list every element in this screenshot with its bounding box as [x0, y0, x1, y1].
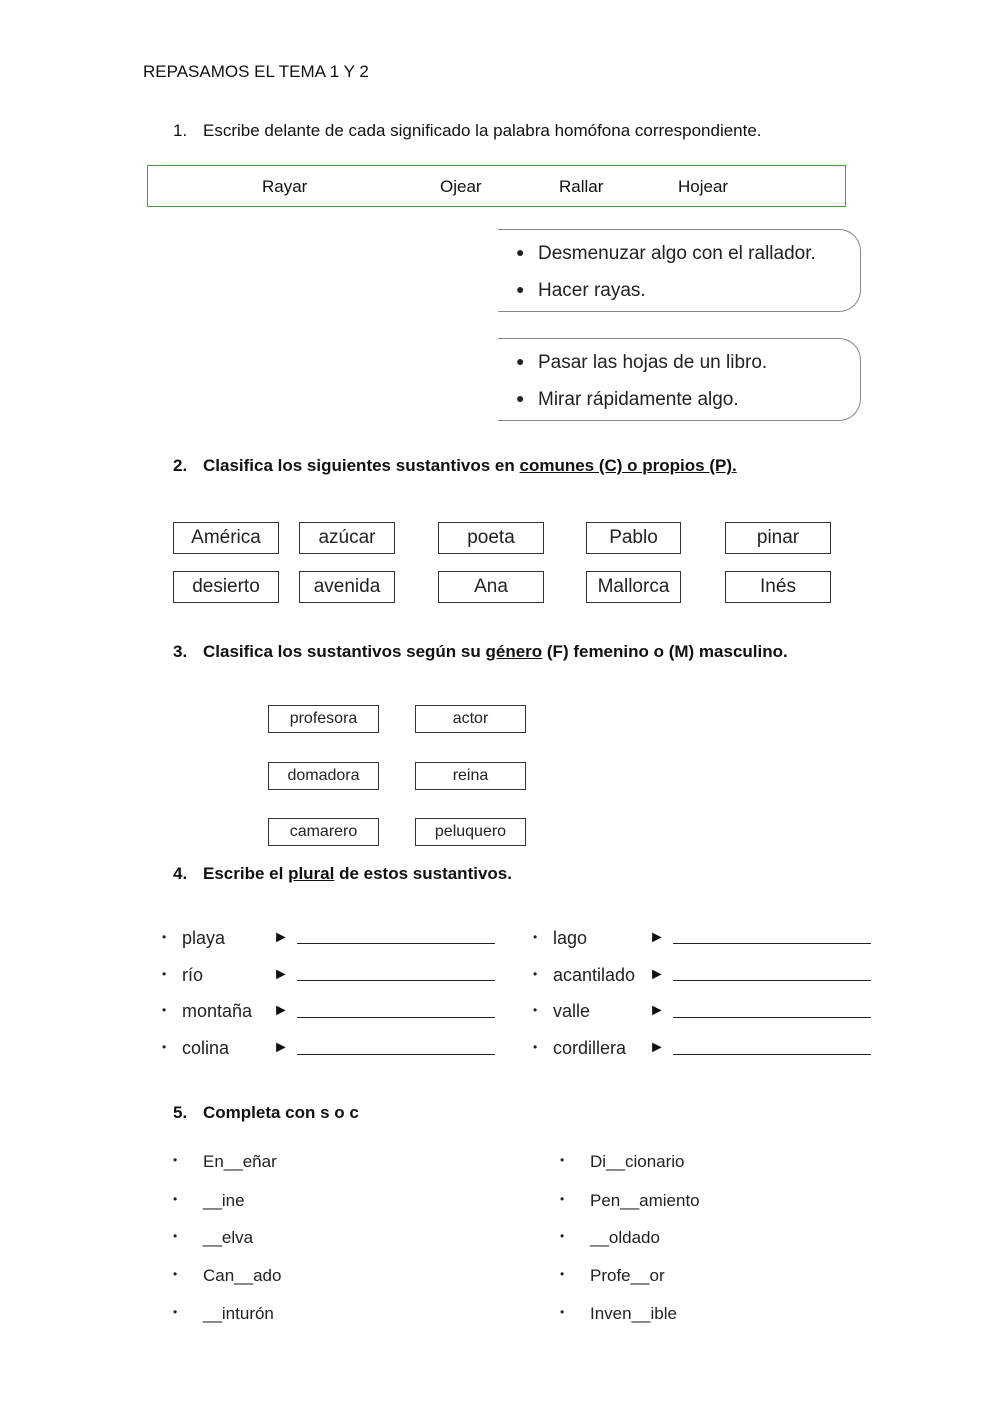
bullet-icon: ●: [516, 281, 525, 297]
arrow-right-icon: ►: [649, 1039, 665, 1056]
definition-text: Hacer rayas.: [538, 280, 646, 301]
worksheet-title: REPASAMOS EL TEMA 1 Y 2: [143, 62, 369, 81]
bullet-icon: •: [533, 930, 538, 944]
bullet-icon: •: [560, 1192, 565, 1206]
word-bank-item[interactable]: Hojear: [678, 177, 729, 196]
question-2-number: 2.: [173, 456, 188, 475]
fill-in-item[interactable]: [173, 1266, 281, 1286]
question-5-number: 5.: [173, 1103, 188, 1122]
arrow-right-icon: ►: [273, 966, 289, 983]
question-3-text-end: (F) femenino o (M) masculino.: [542, 642, 788, 661]
gender-noun-box[interactable]: camarero: [268, 818, 379, 846]
fill-in-item[interactable]: [560, 1228, 660, 1248]
noun-box[interactable]: poeta: [438, 522, 544, 554]
noun-box[interactable]: América: [173, 522, 279, 554]
answer-line[interactable]: [673, 943, 871, 944]
fill-in-item[interactable]: [560, 1266, 665, 1286]
gender-noun-box[interactable]: actor: [415, 705, 526, 733]
fill-in-word: Pen__amiento: [590, 1191, 700, 1210]
plural-row: [533, 965, 635, 986]
noun-box[interactable]: desierto: [173, 571, 279, 603]
plural-word: acantilado: [553, 965, 636, 985]
gender-noun-box[interactable]: profesora: [268, 705, 379, 733]
word-bank-item[interactable]: Rallar: [559, 177, 604, 196]
answer-line[interactable]: [297, 1054, 495, 1055]
fill-in-word: Inven__ible: [590, 1304, 677, 1323]
plural-word: cordillera: [553, 1038, 627, 1058]
bullet-icon: •: [162, 967, 167, 981]
plural-row: [162, 965, 203, 986]
plural-word: lago: [553, 928, 588, 948]
bullet-icon: •: [173, 1305, 178, 1319]
definition-item: [516, 384, 860, 421]
definition-text: Mirar rápidamente algo.: [538, 389, 739, 410]
question-1-text: Escribe delante de cada significado la palabra homófona correspondiente.: [203, 121, 762, 140]
fill-in-word: Profe__or: [590, 1266, 665, 1285]
bullet-icon: •: [162, 1003, 167, 1017]
question-3: [173, 642, 788, 662]
fill-in-item[interactable]: [173, 1228, 253, 1248]
bullet-icon: •: [162, 930, 167, 944]
arrow-right-icon: ►: [649, 966, 665, 983]
question-5-text: Completa con s o c: [203, 1103, 359, 1122]
question-4-text: Escribe el: [203, 864, 289, 883]
answer-line[interactable]: [673, 980, 871, 981]
question-2: [173, 456, 737, 476]
arrow-right-icon: ►: [273, 1002, 289, 1019]
plural-row: [533, 1038, 626, 1059]
plural-word: playa: [182, 928, 226, 948]
bullet-icon: •: [533, 1040, 538, 1054]
bullet-icon: •: [533, 1003, 538, 1017]
homophone-word-bank: [147, 165, 846, 207]
gender-noun-box[interactable]: domadora: [268, 762, 379, 790]
bullet-icon: •: [560, 1229, 565, 1243]
plural-row: [162, 1001, 252, 1022]
arrow-right-icon: ►: [649, 929, 665, 946]
definition-item: [516, 238, 860, 275]
bullet-icon: ●: [516, 390, 525, 406]
plural-word: valle: [553, 1001, 591, 1021]
bullet-icon: •: [162, 1040, 167, 1054]
word-bank-item[interactable]: Rayar: [262, 177, 308, 196]
question-5: [173, 1103, 359, 1123]
definition-text: Pasar las hojas de un libro.: [538, 352, 768, 373]
noun-box[interactable]: Pablo: [586, 522, 681, 554]
bullet-icon: •: [173, 1153, 178, 1167]
fill-in-item[interactable]: [173, 1152, 277, 1172]
fill-in-word: Can__ado: [203, 1266, 282, 1285]
noun-box[interactable]: avenida: [299, 571, 395, 603]
plural-word: colina: [182, 1038, 230, 1058]
definition-box-b: [498, 338, 861, 421]
noun-box[interactable]: Inés: [725, 571, 831, 603]
question-2-underlined: comunes (C) o propios (P).: [519, 456, 737, 475]
bullet-icon: ●: [516, 353, 525, 369]
fill-in-item[interactable]: [560, 1152, 685, 1172]
bullet-icon: •: [173, 1267, 178, 1281]
fill-in-item[interactable]: [173, 1191, 245, 1211]
gender-noun-box[interactable]: reina: [415, 762, 526, 790]
fill-in-item[interactable]: [560, 1304, 677, 1324]
question-3-number: 3.: [173, 642, 188, 661]
question-4: [173, 864, 512, 884]
definition-text: Desmenuzar algo con el rallador.: [538, 243, 816, 264]
word-bank-item[interactable]: Ojear: [440, 177, 482, 196]
answer-line[interactable]: [297, 980, 495, 981]
definition-item: [516, 347, 860, 384]
bullet-icon: •: [560, 1267, 565, 1281]
plural-word: montaña: [182, 1001, 253, 1021]
noun-box[interactable]: pinar: [725, 522, 831, 554]
definition-box-a: [498, 229, 861, 312]
bullet-icon: •: [560, 1153, 565, 1167]
answer-line[interactable]: [297, 1017, 495, 1018]
bullet-icon: ●: [516, 244, 525, 260]
answer-line[interactable]: [297, 943, 495, 944]
definition-item: [516, 275, 860, 312]
fill-in-word: En__eñar: [203, 1152, 277, 1171]
plural-row: [162, 928, 225, 949]
plural-row: [162, 1038, 229, 1059]
question-3-text: Clasifica los sustantivos según su: [203, 642, 486, 661]
fill-in-word: __inturón: [203, 1304, 274, 1323]
gender-noun-box[interactable]: peluquero: [415, 818, 526, 846]
noun-box[interactable]: Mallorca: [586, 571, 681, 603]
question-4-text-end: de estos sustantivos.: [334, 864, 512, 883]
fill-in-word: __ine: [203, 1191, 245, 1210]
arrow-right-icon: ►: [273, 929, 289, 946]
bullet-icon: •: [533, 967, 538, 981]
arrow-right-icon: ►: [273, 1039, 289, 1056]
plural-word: río: [182, 965, 204, 985]
noun-box[interactable]: Ana: [438, 571, 544, 603]
bullet-icon: •: [173, 1229, 178, 1243]
fill-in-item[interactable]: [560, 1191, 700, 1211]
answer-line[interactable]: [673, 1017, 871, 1018]
question-1: [173, 121, 762, 141]
fill-in-word: __oldado: [590, 1228, 660, 1247]
question-1-number: 1.: [173, 121, 188, 140]
plural-row: [533, 1001, 590, 1022]
arrow-right-icon: ►: [649, 1002, 665, 1019]
question-3-underlined: género: [485, 642, 543, 661]
question-4-number: 4.: [173, 864, 188, 883]
fill-in-word: __elva: [203, 1228, 254, 1247]
bullet-icon: •: [560, 1305, 565, 1319]
noun-box[interactable]: azúcar: [299, 522, 395, 554]
question-2-text: Clasifica los siguientes sustantivos en: [203, 456, 520, 475]
answer-line[interactable]: [673, 1054, 871, 1055]
fill-in-item[interactable]: [173, 1304, 274, 1324]
fill-in-word: Di__cionario: [590, 1152, 685, 1171]
question-4-underlined: plural: [288, 864, 335, 883]
plural-row: [533, 928, 587, 949]
bullet-icon: •: [173, 1192, 178, 1206]
